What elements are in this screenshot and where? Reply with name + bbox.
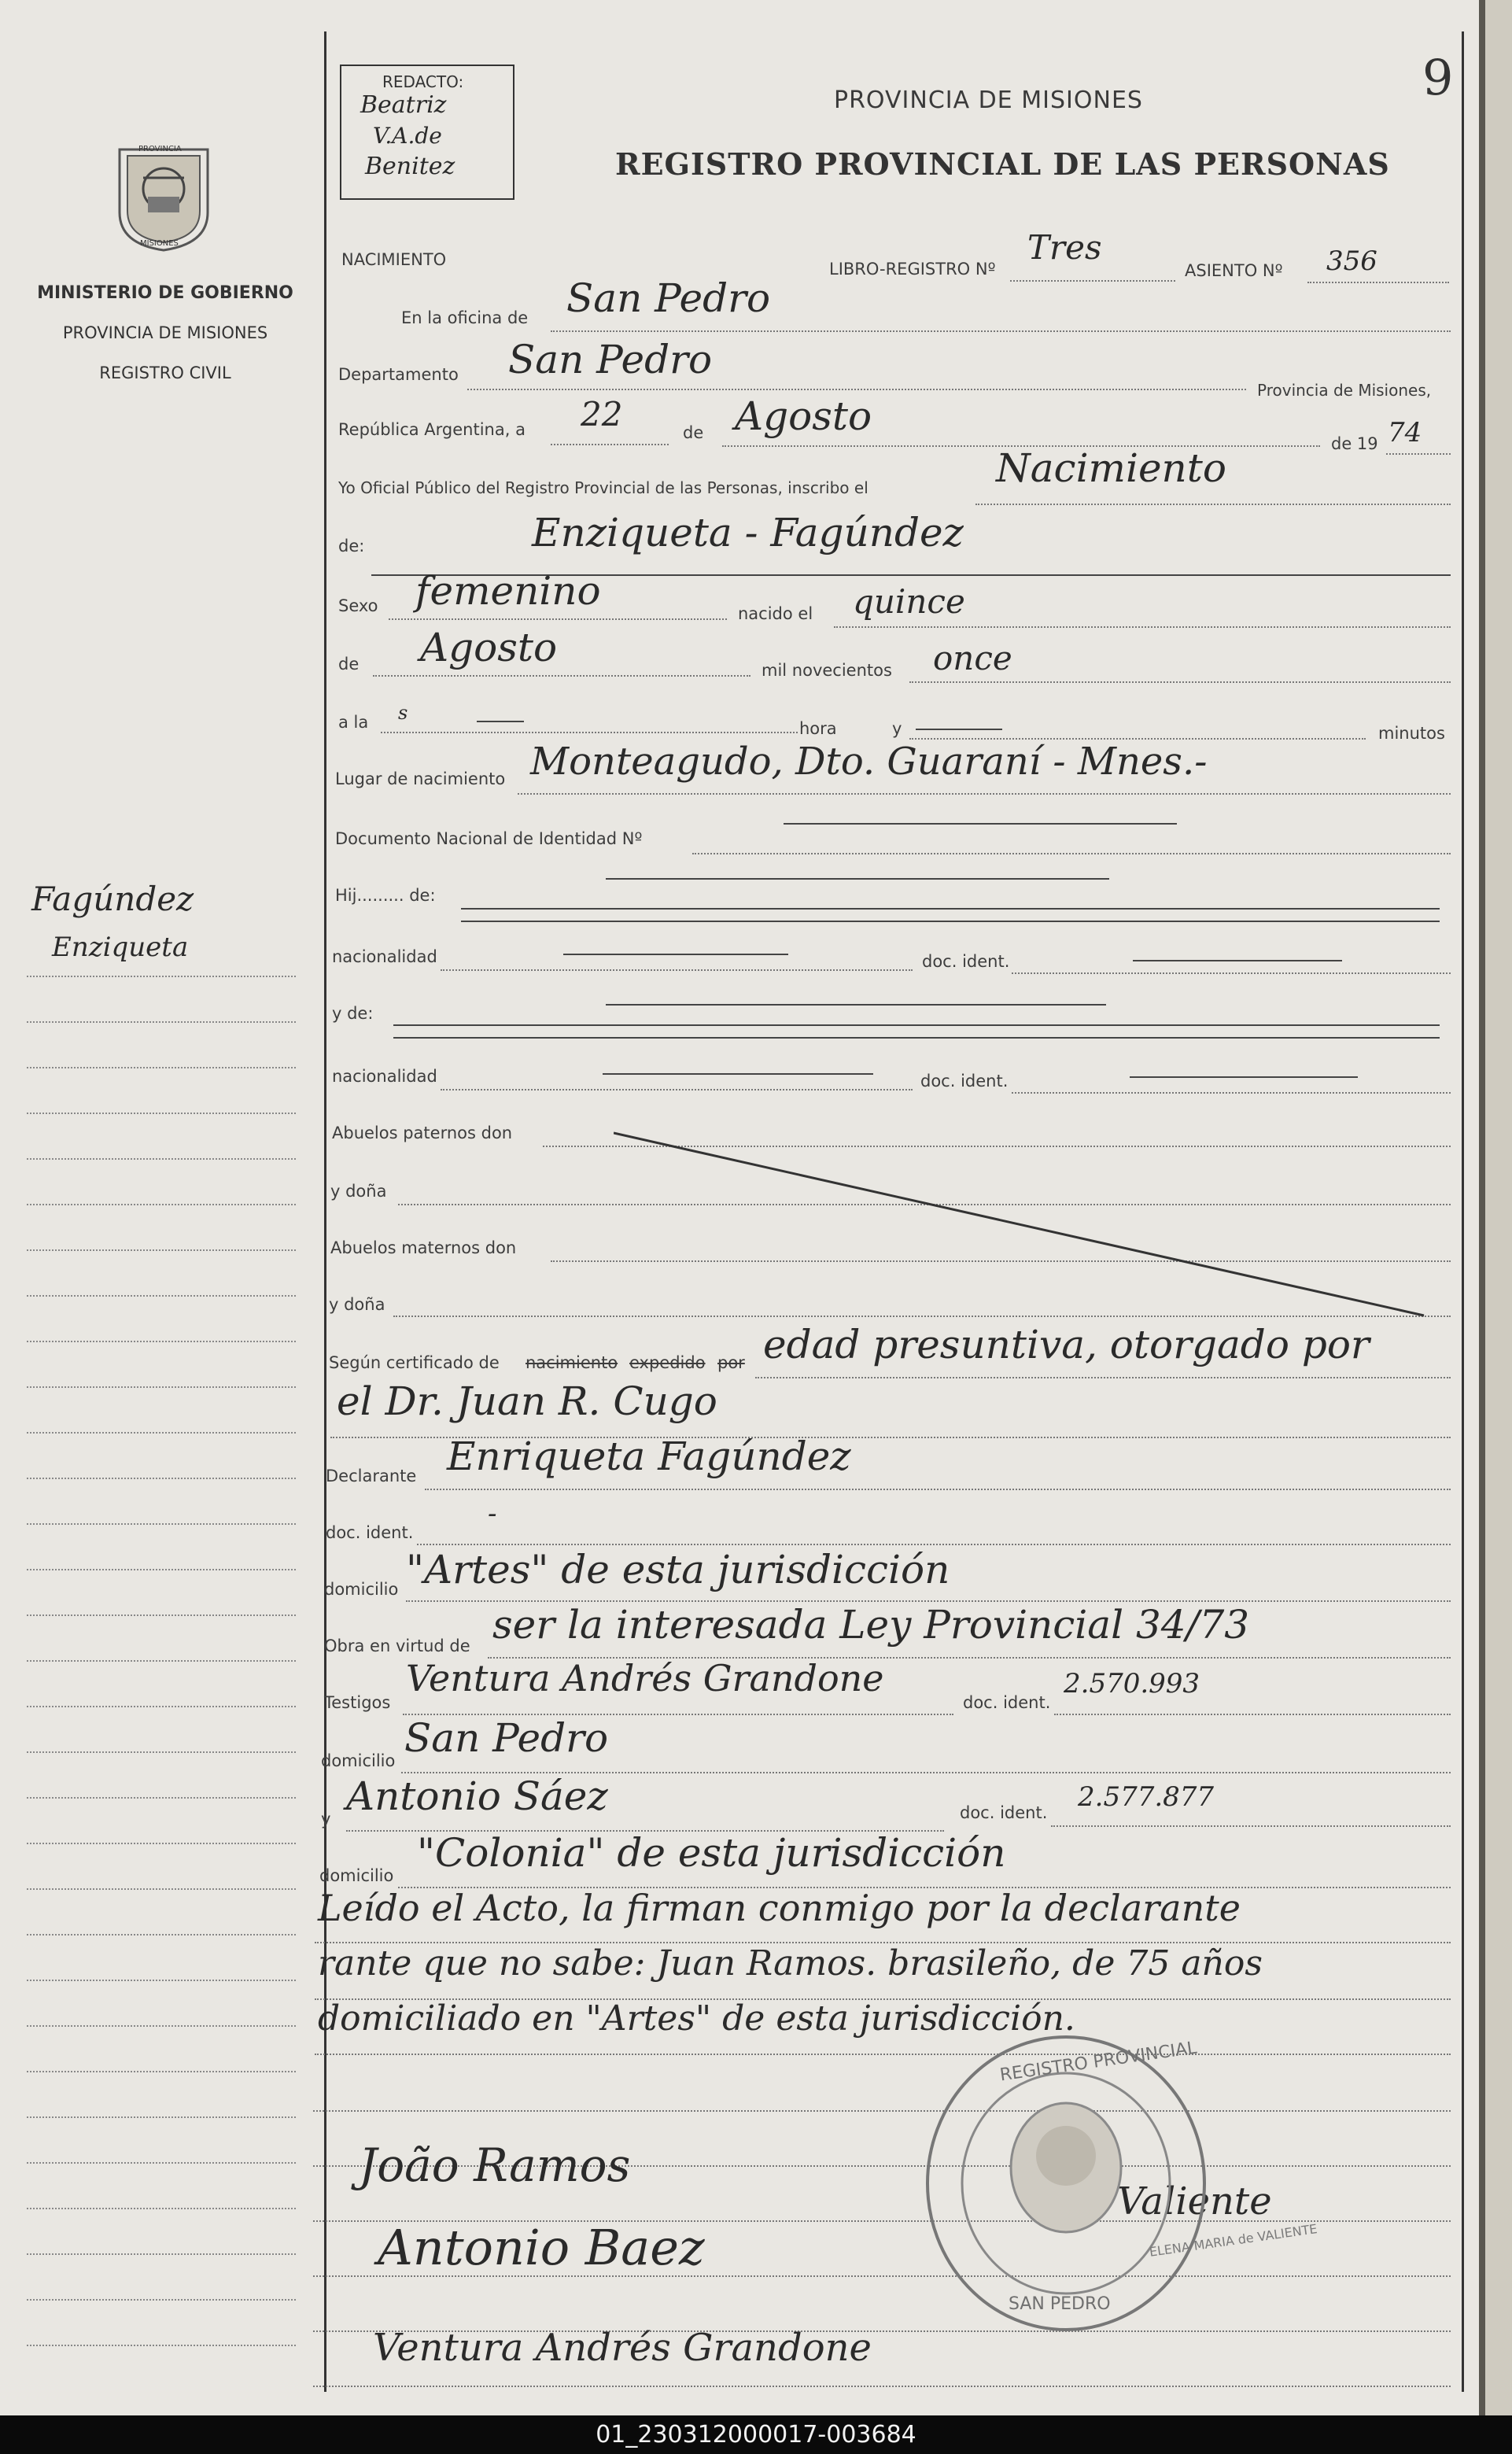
obra-value: ser la interesada Ley Provincial 34/73 bbox=[492, 1602, 1250, 1648]
oficina-value: San Pedro bbox=[566, 275, 771, 321]
mil-label: mil novecientos bbox=[762, 661, 892, 680]
docident2-label: doc. ident. bbox=[920, 1072, 1009, 1090]
ministry-seal bbox=[112, 142, 216, 252]
docident5-label: doc. ident. bbox=[960, 1803, 1048, 1822]
segun-label: Según certificado de bbox=[329, 1353, 500, 1372]
declarante-value: Enriqueta Fagúndez bbox=[447, 1434, 851, 1479]
ydona1-label: y doña bbox=[330, 1182, 387, 1201]
nacionalidad2-label: nacionalidad bbox=[332, 1067, 437, 1086]
abuelos-strike-line bbox=[614, 1131, 1432, 1320]
segun-struck-expedido: expedido bbox=[629, 1353, 706, 1372]
asiento-value: 356 bbox=[1326, 245, 1377, 277]
testigo1-value: Ventura Andrés Grandone bbox=[406, 1657, 884, 1699]
libro-value: Tres bbox=[1027, 228, 1102, 267]
civil-registry-label: REGISTRO CIVIL bbox=[99, 363, 231, 382]
redacto-line2: V.A.de bbox=[373, 123, 442, 149]
testigo2-doc: 2.577.877 bbox=[1078, 1781, 1215, 1813]
nacido-value: quince bbox=[853, 582, 965, 621]
docident-label: doc. ident. bbox=[922, 952, 1010, 971]
segun-struck-nacimiento: nacimiento bbox=[526, 1353, 618, 1372]
yo-oficial-label: Yo Oficial Público del Registro Provincial de las Personas, inscribo el bbox=[338, 478, 868, 497]
oficina-label: En la oficina de bbox=[401, 308, 529, 327]
testigos-label: Testigos bbox=[324, 1693, 391, 1712]
ydona2-label: y doña bbox=[329, 1295, 385, 1314]
de-name-label: de: bbox=[338, 537, 365, 555]
domicilio-value: "Artes" de esta jurisdicción bbox=[406, 1547, 950, 1592]
domicilio-label: domicilio bbox=[324, 1580, 399, 1599]
signature-ventura-grandone: Ventura Andrés Grandone bbox=[373, 2326, 872, 2370]
de19-label: de 19 bbox=[1331, 434, 1378, 453]
testigo1-doc: 2.570.993 bbox=[1064, 1668, 1200, 1699]
republica-label: República Argentina, a bbox=[338, 420, 526, 439]
mes-value: Agosto bbox=[735, 393, 872, 439]
mil-value: once bbox=[933, 639, 1012, 677]
yde-label: y de: bbox=[332, 1004, 374, 1023]
ala-value: s bbox=[398, 702, 408, 724]
de-label: de bbox=[683, 423, 704, 442]
declarante-label: Declarante bbox=[326, 1467, 417, 1485]
nacido-label: nacido el bbox=[738, 604, 813, 623]
segun-value2: el Dr. Juan R. Cugo bbox=[337, 1378, 717, 1424]
inscribo-value: Nacimiento bbox=[996, 445, 1226, 491]
domicilio3-value: "Colonia" de esta jurisdicción bbox=[417, 1830, 1006, 1876]
redacto-line1: Beatriz bbox=[360, 91, 447, 119]
lugar-label: Lugar de nacimiento bbox=[335, 769, 506, 788]
signature-joao-ramos: João Ramos bbox=[359, 2138, 631, 2192]
minutos-label: minutos bbox=[1378, 724, 1445, 743]
de2-label: de bbox=[338, 655, 360, 673]
name-value: Enziqueta - Fagúndez bbox=[532, 510, 964, 555]
margin-surname: Fagúndez bbox=[31, 880, 194, 918]
docident3-value: - bbox=[488, 1498, 497, 1530]
seal-text-bottom: MISIONES bbox=[140, 239, 179, 248]
hij-label: Hij......... de: bbox=[335, 886, 436, 905]
stamp-official-name: ELENA MARIA de VALIENTE bbox=[1148, 2221, 1318, 2260]
domicilio2-value: San Pedro bbox=[404, 1715, 609, 1761]
adjacent-page-edge bbox=[1479, 0, 1512, 2415]
sexo-label: Sexo bbox=[338, 596, 378, 615]
domicilio2-label: domicilio bbox=[321, 1751, 396, 1770]
leido-line1: Leído el Acto, la firman conmigo por la declarante bbox=[318, 1887, 1241, 1929]
page-number: 9 bbox=[1422, 49, 1454, 106]
segun-value: edad presuntiva, otorgado por bbox=[763, 1322, 1370, 1367]
registry-title: REGISTRO PROVINCIAL DE LAS PERSONAS bbox=[615, 146, 1390, 182]
redacto-label: REDACTO: bbox=[382, 72, 464, 91]
provincia-suffix: Provincia de Misiones, bbox=[1257, 381, 1432, 400]
redacto-line3: Benitez bbox=[365, 153, 455, 180]
mes2-value: Agosto bbox=[420, 625, 558, 670]
obra-label: Obra en virtud de bbox=[324, 1637, 470, 1655]
dia-value: 22 bbox=[581, 395, 623, 434]
redacto-box bbox=[340, 65, 514, 200]
segun-struck-por: por bbox=[717, 1353, 745, 1372]
signature-official: Valiente bbox=[1117, 2179, 1272, 2223]
nacimiento-label: NACIMIENTO bbox=[341, 250, 447, 269]
y2-label: y bbox=[321, 1810, 331, 1829]
stamp-text2: SAN PEDRO bbox=[1009, 2294, 1111, 2314]
sexo-value: femenino bbox=[415, 568, 601, 614]
libro-label: LIBRO-REGISTRO Nº bbox=[829, 260, 996, 279]
right-border-line bbox=[1462, 31, 1464, 2392]
docident4-label: doc. ident. bbox=[963, 1693, 1051, 1712]
asiento-label: ASIENTO Nº bbox=[1185, 261, 1283, 280]
leido-line3: domiciliado en "Artes" de esta jurisdicción. bbox=[318, 1998, 1075, 2039]
domicilio3-label: domicilio bbox=[319, 1866, 394, 1885]
departamento-label: Departamento bbox=[338, 365, 459, 384]
nacionalidad-label: nacionalidad bbox=[332, 947, 437, 966]
margin-firstname: Enziqueta bbox=[52, 932, 189, 963]
abuelos-pat-label: Abuelos paternos don bbox=[332, 1124, 513, 1142]
lugar-value: Monteagudo, Dto. Guaraní - Mnes.- bbox=[530, 740, 1208, 784]
leido-line2: rante que no sabe: Juan Ramos. brasileño, de 75 años bbox=[318, 1943, 1263, 1983]
abuelos-mat-label: Abuelos maternos don bbox=[330, 1238, 517, 1257]
ministry-label: MINISTERIO DE GOBIERNO bbox=[37, 283, 293, 303]
province-label: PROVINCIA DE MISIONES bbox=[62, 323, 268, 342]
hora-label: hora bbox=[799, 719, 837, 738]
image-id-footer: 01_230312000017-003684 bbox=[0, 2415, 1512, 2454]
y-label: y bbox=[892, 719, 902, 738]
signature-antonio-baez: Antonio Baez bbox=[378, 2219, 705, 2276]
departamento-value: San Pedro bbox=[508, 337, 713, 382]
dni-label: Documento Nacional de Identidad Nº bbox=[335, 829, 643, 848]
anio-value: 74 bbox=[1388, 417, 1422, 448]
province-title: PROVINCIA DE MISIONES bbox=[834, 87, 1143, 114]
stamp-text: REGISTRO PROVINCIAL bbox=[998, 2038, 1198, 2086]
ala-label: a la bbox=[338, 713, 369, 732]
seal-text-top: PROVINCIA bbox=[138, 145, 182, 153]
testigo2-value: Antonio Sáez bbox=[346, 1773, 608, 1819]
docident3-label: doc. ident. bbox=[326, 1523, 414, 1542]
